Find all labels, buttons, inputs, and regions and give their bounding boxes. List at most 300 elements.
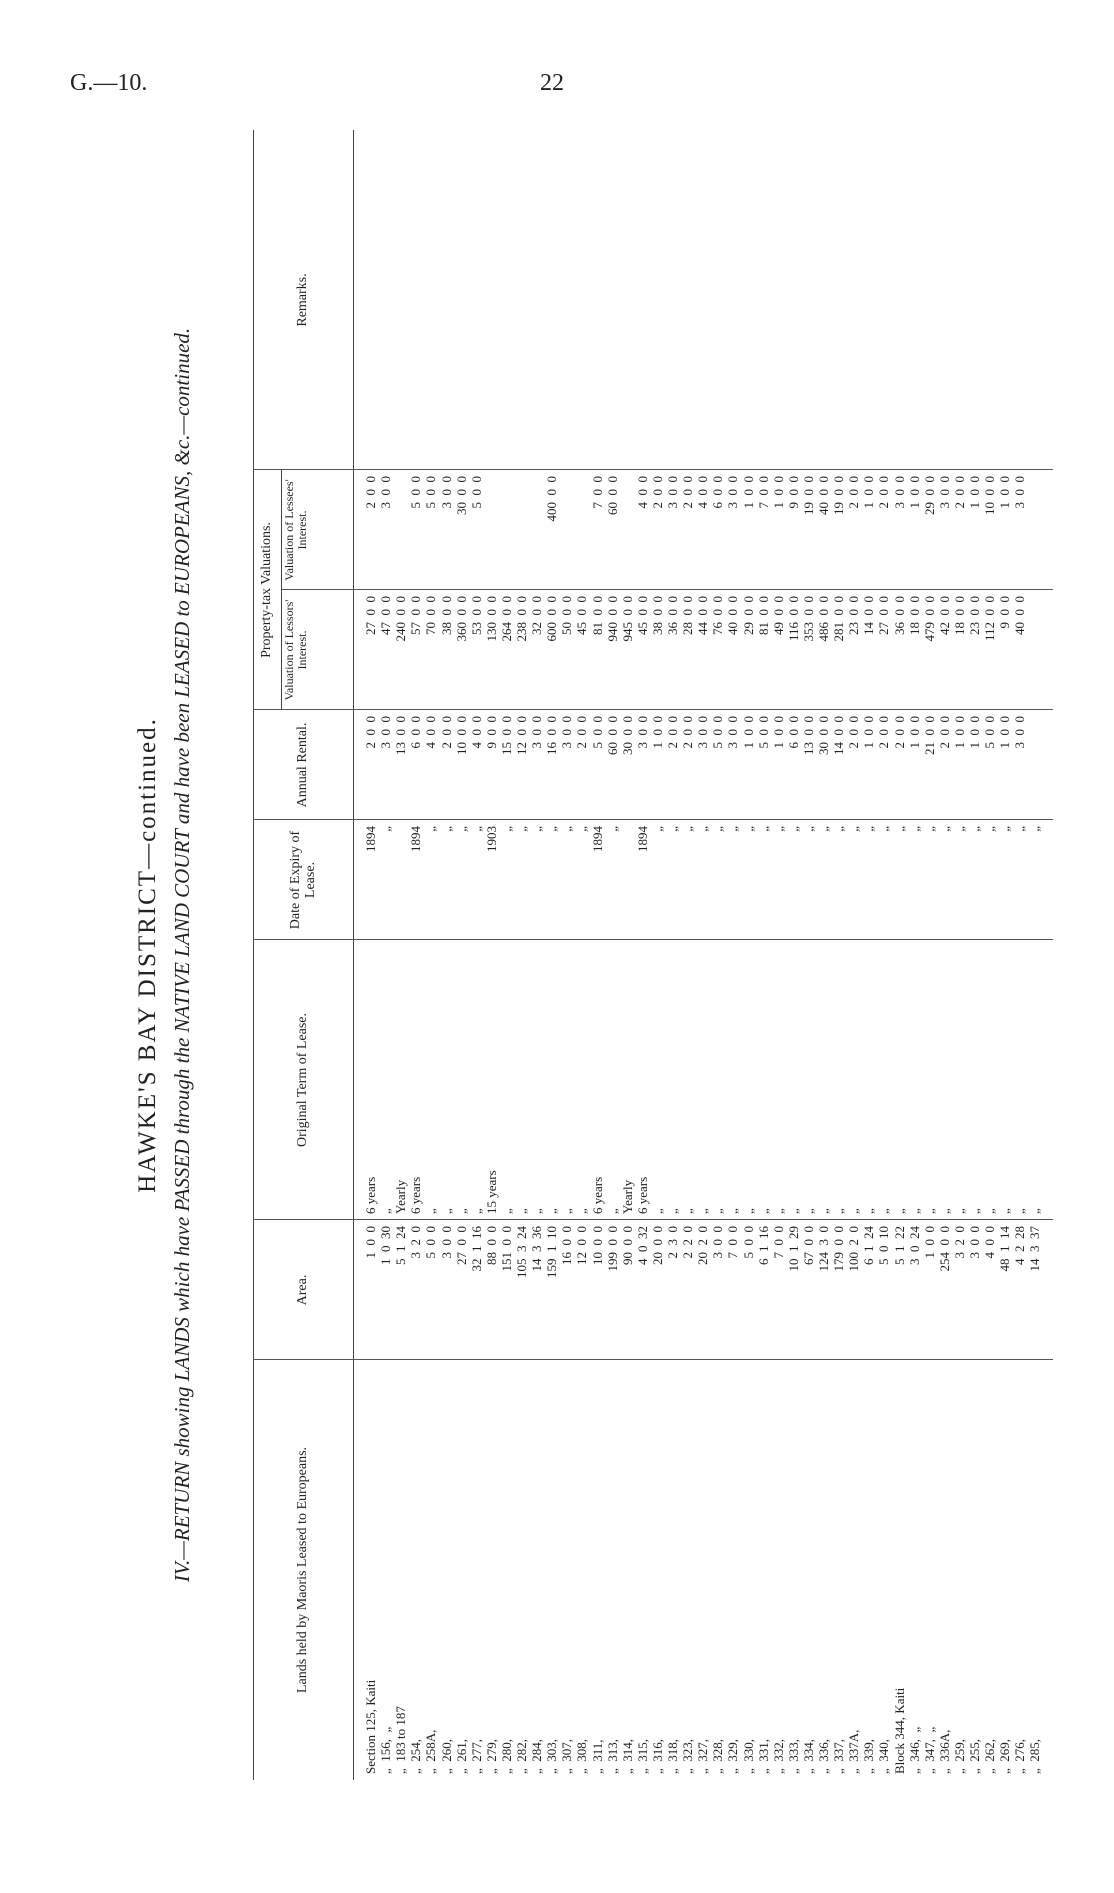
cell-area: 4 0 32 xyxy=(634,1226,650,1265)
cell-area: 4 2 28 xyxy=(1012,1226,1028,1265)
cell-rental: 3 0 0 xyxy=(1012,716,1028,749)
cell-rental: 2 0 0 xyxy=(438,716,454,749)
cell-expiry: „ xyxy=(846,826,862,832)
cell-lessors: 81 0 0 xyxy=(589,596,605,635)
cell-area: 3 0 0 xyxy=(967,1226,982,1259)
cell-term: „ xyxy=(770,1208,786,1214)
cell-expiry: „ xyxy=(695,826,711,832)
valuation-rule xyxy=(281,470,282,710)
col-remarks: Remarks. xyxy=(295,273,311,327)
cell-area: 14 3 36 xyxy=(529,1226,545,1272)
col-divider xyxy=(253,709,1053,710)
cell-area: 16 0 0 xyxy=(559,1226,575,1265)
cell-term: 15 years xyxy=(483,1170,499,1214)
cell-rental: 13 0 0 xyxy=(800,716,816,755)
cell-term: „ xyxy=(1012,1208,1028,1214)
cell-land: „ 332, xyxy=(770,1738,786,1774)
cell-lessees: 10 0 0 xyxy=(982,476,998,515)
cell-land: „ 328, xyxy=(710,1738,726,1774)
cell-rental: 5 0 0 xyxy=(710,716,726,749)
cell-rental: 6 0 0 xyxy=(785,716,801,749)
cell-land: „ 339, xyxy=(861,1738,877,1774)
cell-land: „ 316, xyxy=(649,1738,665,1774)
cell-land: „ 277, xyxy=(468,1738,484,1774)
cell-rental: 1 0 0 xyxy=(997,716,1013,749)
cell-lessees: 400 0 0 xyxy=(544,476,560,522)
cell-land: „ 255, xyxy=(967,1738,982,1774)
cell-lessors: 14 0 0 xyxy=(861,596,877,635)
cell-area: 27 0 0 xyxy=(453,1226,469,1265)
cell-expiry: „ xyxy=(529,826,545,832)
cell-land: „ 315, xyxy=(634,1738,650,1774)
col-divider xyxy=(253,1219,1053,1220)
cell-land: „ 337A, xyxy=(846,1729,862,1774)
cell-lessors: 486 0 0 xyxy=(816,596,831,642)
cell-rental: 21 0 0 xyxy=(921,716,937,755)
cell-land: „ 260, xyxy=(438,1738,454,1774)
cell-rental: 2 0 0 xyxy=(891,716,907,749)
cell-term: „ xyxy=(816,1208,831,1214)
cell-lessors: 40 0 0 xyxy=(1012,596,1028,635)
cell-land: „ 258A, xyxy=(423,1729,439,1774)
cell-expiry: „ xyxy=(665,826,680,832)
cell-land: „ 183 to 187 xyxy=(393,1706,409,1774)
cell-expiry: „ xyxy=(649,826,665,832)
cell-rental: 1 0 0 xyxy=(906,716,922,749)
cell-land: Block 344, Kaiti xyxy=(891,1687,907,1774)
cell-rental: 30 0 0 xyxy=(816,716,831,755)
cell-rental: 2 0 0 xyxy=(574,716,590,749)
cell-land: Section 125, Kaiti xyxy=(363,1679,378,1774)
cell-lessors: 76 0 0 xyxy=(710,596,726,635)
cell-land: „ 318, xyxy=(665,1738,680,1774)
cell-land: „ 336A, xyxy=(936,1729,952,1774)
col-rental: Annual Rental. xyxy=(295,722,311,808)
cell-term: „ xyxy=(936,1208,952,1214)
cell-rental: 2 0 0 xyxy=(846,716,862,749)
cell-rental: 4 0 0 xyxy=(423,716,439,749)
page-ref: G.—10. xyxy=(70,70,148,96)
cell-lessees: 2 0 0 xyxy=(649,476,665,509)
cell-term: 6 years xyxy=(634,1176,650,1214)
cell-lessors: 27 0 0 xyxy=(363,596,378,635)
cell-rental: 5 0 0 xyxy=(755,716,771,749)
cell-expiry: „ xyxy=(861,826,877,832)
cell-lessors: 112 0 0 xyxy=(982,596,998,642)
cell-rental: 2 0 0 xyxy=(680,716,696,749)
cell-term: 6 years xyxy=(363,1176,378,1214)
cell-lessors: 45 0 0 xyxy=(634,596,650,635)
cell-expiry: „ xyxy=(453,826,469,832)
cell-rental: 5 0 0 xyxy=(982,716,998,749)
cell-area: 100 2 0 xyxy=(846,1226,862,1272)
cell-rental: 9 0 0 xyxy=(483,716,499,749)
cell-lessors: 479 0 0 xyxy=(921,596,937,642)
cell-lessors: 353 0 0 xyxy=(800,596,816,642)
cell-lessees: 30 0 0 xyxy=(453,476,469,515)
cell-land: „ 329, xyxy=(725,1738,741,1774)
cell-area: 3 2 0 xyxy=(951,1226,967,1259)
cell-term: „ xyxy=(438,1208,454,1214)
cell-expiry: „ xyxy=(951,826,967,832)
cell-area: 5 0 0 xyxy=(740,1226,756,1259)
cell-lessees: 1 0 0 xyxy=(997,476,1013,509)
cell-lessees: 3 0 0 xyxy=(936,476,952,509)
col-divider xyxy=(253,939,1053,940)
cell-lessees: 2 0 0 xyxy=(363,476,378,509)
cell-expiry: „ xyxy=(740,826,756,832)
cell-term: „ xyxy=(498,1208,514,1214)
cell-lessors: 238 0 0 xyxy=(514,596,529,642)
cell-lessors: 70 0 0 xyxy=(423,596,439,635)
cell-rental: 16 0 0 xyxy=(544,716,560,755)
cell-area: 1 0 0 xyxy=(921,1226,937,1259)
cell-lessees: 3 0 0 xyxy=(891,476,907,509)
cell-lessees: 19 0 0 xyxy=(800,476,816,515)
cell-lessors: 130 0 0 xyxy=(483,596,499,642)
cell-lessors: 29 0 0 xyxy=(740,596,756,635)
cell-lessors: 36 0 0 xyxy=(891,596,907,635)
cell-land: „ 313, xyxy=(604,1738,620,1774)
cell-rental: 1 0 0 xyxy=(861,716,877,749)
district-title: HAWKE'S BAY DISTRICT—continued. xyxy=(134,717,161,1193)
cell-rental: 6 0 0 xyxy=(408,716,424,749)
rotated-table-page xyxy=(118,130,1058,1780)
cell-rental: 2 0 0 xyxy=(363,716,378,749)
col-valuations: Property-tax Valuations. xyxy=(259,522,275,658)
cell-term: „ xyxy=(951,1208,967,1214)
cell-lessors: 38 0 0 xyxy=(649,596,665,635)
cell-term: „ xyxy=(423,1208,439,1214)
cell-term: „ xyxy=(800,1208,816,1214)
cell-term: „ xyxy=(755,1208,771,1214)
cell-land: „ 303, xyxy=(544,1738,560,1774)
cell-expiry: „ xyxy=(891,826,907,832)
cell-lessors: 23 0 0 xyxy=(967,596,982,635)
cell-area: 159 1 10 xyxy=(544,1226,560,1278)
cell-area: 90 0 0 xyxy=(619,1226,635,1265)
col-divider xyxy=(281,589,1053,590)
cell-area: 5 1 24 xyxy=(393,1226,409,1265)
cell-land: „ 314, xyxy=(619,1738,635,1774)
cell-land: „ 337, xyxy=(831,1738,847,1774)
cell-expiry: „ xyxy=(438,826,454,832)
cell-term: „ xyxy=(544,1208,560,1214)
cell-land: „ 323, xyxy=(680,1738,696,1774)
cell-expiry: „ xyxy=(831,826,847,832)
cell-land: „ 279, xyxy=(483,1738,499,1774)
cell-term: „ xyxy=(453,1208,469,1214)
cell-lessors: 50 0 0 xyxy=(559,596,575,635)
cell-expiry: „ xyxy=(876,826,892,832)
cell-lessees: 7 0 0 xyxy=(755,476,771,509)
cell-term: „ xyxy=(680,1208,696,1214)
cell-expiry: „ xyxy=(378,826,394,832)
cell-term: „ xyxy=(861,1208,877,1214)
cell-lessees: 2 0 0 xyxy=(680,476,696,509)
cell-term: „ xyxy=(604,1208,620,1214)
cell-rental: 2 0 0 xyxy=(936,716,952,749)
cell-land: „ 259, xyxy=(951,1738,967,1774)
cell-expiry: „ xyxy=(816,826,831,832)
cell-area: 6 1 16 xyxy=(755,1226,771,1265)
cell-area: 7 0 0 xyxy=(770,1226,786,1259)
cell-rental: 3 0 0 xyxy=(725,716,741,749)
cell-area: 254 0 0 xyxy=(936,1226,952,1272)
cell-lessors: 32 0 0 xyxy=(529,596,545,635)
cell-term: Yearly xyxy=(393,1179,409,1214)
cell-land: „ 261, xyxy=(453,1738,469,1774)
cell-term: „ xyxy=(559,1208,575,1214)
cell-expiry: „ xyxy=(468,826,484,832)
cell-rental: 3 0 0 xyxy=(695,716,711,749)
cell-lessors: 57 0 0 xyxy=(408,596,424,635)
cell-term: „ xyxy=(785,1208,801,1214)
cell-lessors: 27 0 0 xyxy=(876,596,892,635)
cell-rental: 5 0 0 xyxy=(589,716,605,749)
cell-lessors: 45 0 0 xyxy=(574,596,590,635)
cell-expiry: „ xyxy=(1012,826,1028,832)
cell-area: 105 3 24 xyxy=(514,1226,529,1278)
cell-term: „ xyxy=(529,1208,545,1214)
cell-land: „ 308, xyxy=(574,1738,590,1774)
cell-area: 5 1 22 xyxy=(891,1226,907,1265)
cell-lessees: 2 0 0 xyxy=(846,476,862,509)
cell-land: „ 276, xyxy=(1012,1738,1028,1774)
cell-area: 20 0 0 xyxy=(649,1226,665,1265)
cell-expiry: „ xyxy=(997,826,1013,832)
col-divider xyxy=(253,469,1053,470)
cell-lessees: 19 0 0 xyxy=(831,476,847,515)
cell-expiry: „ xyxy=(906,826,922,832)
cell-area: 179 0 0 xyxy=(831,1226,847,1272)
cell-area: 3 0 0 xyxy=(710,1226,726,1259)
cell-rental: 2 0 0 xyxy=(665,716,680,749)
col-expiry: Date of Expiry of Lease. xyxy=(287,830,318,930)
cell-lessors: 49 0 0 xyxy=(770,596,786,635)
cell-land: „ 311, xyxy=(589,1739,605,1774)
cell-lessors: 264 0 0 xyxy=(498,596,514,642)
cell-lessors: 47 0 0 xyxy=(378,596,394,635)
col-divider xyxy=(253,819,1053,820)
cell-term: „ xyxy=(665,1208,680,1214)
cell-term: „ xyxy=(906,1208,922,1214)
cell-expiry: „ xyxy=(725,826,741,832)
cell-term: „ xyxy=(514,1208,529,1214)
cell-land: „ 254, xyxy=(408,1738,424,1774)
cell-area: 67 0 0 xyxy=(800,1226,816,1265)
cell-expiry: „ xyxy=(498,826,514,832)
cell-area: 5 0 10 xyxy=(876,1226,892,1265)
cell-expiry: „ xyxy=(559,826,575,832)
cell-area: 10 1 29 xyxy=(785,1226,801,1272)
cell-area: 1 0 0 xyxy=(363,1226,378,1259)
cell-lessors: 600 0 0 xyxy=(544,596,560,642)
cell-lessees: 1 0 0 xyxy=(740,476,756,509)
cell-expiry: 1894 xyxy=(408,826,424,852)
cell-lessors: 18 0 0 xyxy=(906,596,922,635)
cell-rental: 1 0 0 xyxy=(740,716,756,749)
cell-land: „ 284, xyxy=(529,1738,545,1774)
cell-term: „ xyxy=(967,1208,982,1214)
cell-area: 2 3 0 xyxy=(665,1226,680,1259)
cell-lessees: 3 0 0 xyxy=(1012,476,1028,509)
cell-expiry: 1894 xyxy=(589,826,605,852)
cell-land: „ 327, xyxy=(695,1738,711,1774)
cell-expiry: 1894 xyxy=(634,826,650,852)
cell-expiry: 1894 xyxy=(363,826,378,852)
lease-table xyxy=(253,130,1053,1780)
cell-lessees: 1 0 0 xyxy=(967,476,982,509)
cell-lessees: 4 0 0 xyxy=(695,476,711,509)
cell-area: 6 1 24 xyxy=(861,1226,877,1265)
cell-land: „ 280, xyxy=(498,1738,514,1774)
cell-lessors: 40 0 0 xyxy=(725,596,741,635)
cell-term: 6 years xyxy=(589,1176,605,1214)
cell-area: 3 2 0 xyxy=(408,1226,424,1259)
cell-lessors: 360 0 0 xyxy=(453,596,469,642)
cell-term: „ xyxy=(468,1208,484,1214)
cell-expiry: „ xyxy=(936,826,952,832)
cell-rental: 60 0 0 xyxy=(604,716,620,755)
cell-lessors: 116 0 0 xyxy=(785,596,801,642)
cell-rental: 10 0 0 xyxy=(453,716,469,755)
cell-lessees: 1 0 0 xyxy=(861,476,877,509)
cell-land: „ 282, xyxy=(514,1738,529,1774)
cell-term: „ xyxy=(1027,1208,1043,1214)
cell-lessors: 42 0 0 xyxy=(936,596,952,635)
cell-term: „ xyxy=(997,1208,1013,1214)
cell-lessors: 38 0 0 xyxy=(438,596,454,635)
cell-term: „ xyxy=(876,1208,892,1214)
cell-rental: 1 0 0 xyxy=(951,716,967,749)
cell-lessees: 2 0 0 xyxy=(951,476,967,509)
cell-lessees: 5 0 0 xyxy=(423,476,439,509)
col-lands: Lands held by Maoris Leased to Europeans. xyxy=(295,1446,311,1694)
cell-rental: 12 0 0 xyxy=(514,716,529,755)
return-subtitle: IV.—RETURN showing LANDS which have PASSED through the NATIVE LAND COURT and have been LEASED to EUROPEANS, &c.—continued. xyxy=(170,327,194,1583)
cell-term: „ xyxy=(891,1208,907,1214)
cell-rental: 30 0 0 xyxy=(619,716,635,755)
col-lessors: Valuation of Lessors' Interest. xyxy=(282,599,309,701)
cell-rental: 3 0 0 xyxy=(559,716,575,749)
cell-land: „ 156, „ xyxy=(378,1726,394,1774)
cell-term: 6 years xyxy=(408,1176,424,1214)
cell-rental: 4 0 0 xyxy=(468,716,484,749)
cell-lessors: 36 0 0 xyxy=(665,596,680,635)
cell-area: 88 0 0 xyxy=(483,1226,499,1265)
cell-lessors: 9 0 0 xyxy=(997,596,1013,629)
cell-area: 1 0 30 xyxy=(378,1226,394,1265)
cell-area: 48 1 14 xyxy=(997,1226,1013,1272)
cell-expiry: „ xyxy=(982,826,998,832)
cell-lessors: 18 0 0 xyxy=(951,596,967,635)
cell-term: „ xyxy=(378,1208,394,1214)
cell-lessees: 29 0 0 xyxy=(921,476,937,515)
cell-expiry: „ xyxy=(800,826,816,832)
cell-area: 124 3 0 xyxy=(816,1226,831,1272)
cell-area: 3 0 0 xyxy=(438,1226,454,1259)
cell-expiry: „ xyxy=(604,826,620,832)
cell-lessors: 240 0 0 xyxy=(393,596,409,642)
cell-area: 3 0 24 xyxy=(906,1226,922,1265)
cell-expiry: „ xyxy=(710,826,726,832)
cell-expiry: „ xyxy=(680,826,696,832)
cell-lessees: 4 0 0 xyxy=(634,476,650,509)
cell-term: „ xyxy=(725,1208,741,1214)
cell-area: 20 2 0 xyxy=(695,1226,711,1265)
page-number: 22 xyxy=(540,70,564,96)
cell-term: „ xyxy=(982,1208,998,1214)
cell-area: 2 2 0 xyxy=(680,1226,696,1259)
cell-area: 151 0 0 xyxy=(498,1226,514,1272)
cell-term: „ xyxy=(740,1208,756,1214)
cell-rental: 3 0 0 xyxy=(378,716,394,749)
cell-expiry: „ xyxy=(514,826,529,832)
cell-area: 32 1 16 xyxy=(468,1226,484,1272)
cell-lessors: 281 0 0 xyxy=(831,596,847,642)
cell-area: 14 3 37 xyxy=(1027,1226,1043,1272)
cell-term: „ xyxy=(921,1208,937,1214)
cell-lessors: 53 0 0 xyxy=(468,596,484,635)
cell-area: 5 0 0 xyxy=(423,1226,439,1259)
cell-land: „ 340, xyxy=(876,1738,892,1774)
cell-rental: 14 0 0 xyxy=(831,716,847,755)
cell-rental: 15 0 0 xyxy=(498,716,514,755)
cell-lessees: 9 0 0 xyxy=(785,476,801,509)
cell-area: 199 0 0 xyxy=(604,1226,620,1272)
cell-lessees: 6 0 0 xyxy=(710,476,726,509)
cell-area: 10 0 0 xyxy=(589,1226,605,1265)
cell-lessors: 28 0 0 xyxy=(680,596,696,635)
cell-area: 7 0 0 xyxy=(725,1226,741,1259)
cell-expiry: „ xyxy=(921,826,937,832)
cell-lessees: 3 0 0 xyxy=(438,476,454,509)
cell-expiry: „ xyxy=(423,826,439,832)
cell-rental: 3 0 0 xyxy=(634,716,650,749)
cell-land: „ 285, xyxy=(1027,1738,1043,1774)
cell-land: „ 330, xyxy=(740,1738,756,1774)
cell-land: „ 262, xyxy=(982,1738,998,1774)
cell-lessors: 23 0 0 xyxy=(846,596,862,635)
cell-term: „ xyxy=(649,1208,665,1214)
cell-term: „ xyxy=(831,1208,847,1214)
cell-lessees: 1 0 0 xyxy=(770,476,786,509)
cell-lessees: 5 0 0 xyxy=(468,476,484,509)
cell-expiry: „ xyxy=(1027,826,1043,832)
cell-lessees: 40 0 0 xyxy=(816,476,831,515)
cell-land: „ 269, xyxy=(997,1738,1013,1774)
cell-expiry: „ xyxy=(967,826,982,832)
cell-lessors: 81 0 0 xyxy=(755,596,771,635)
table-header-rule xyxy=(353,130,354,1780)
cell-lessees: 7 0 0 xyxy=(589,476,605,509)
cell-term: „ xyxy=(695,1208,711,1214)
cell-land: „ 336, xyxy=(816,1738,831,1774)
cell-expiry: „ xyxy=(785,826,801,832)
cell-lessors: 44 0 0 xyxy=(695,596,711,635)
cell-area: 4 0 0 xyxy=(982,1226,998,1259)
cell-term: „ xyxy=(710,1208,726,1214)
cell-expiry: „ xyxy=(770,826,786,832)
cell-lessees: 3 0 0 xyxy=(725,476,741,509)
cell-rental: 3 0 0 xyxy=(529,716,545,749)
col-term: Original Term of Lease. xyxy=(295,1012,311,1148)
cell-land: „ 331, xyxy=(755,1738,771,1774)
cell-expiry: „ xyxy=(544,826,560,832)
cell-rental: 1 0 0 xyxy=(967,716,982,749)
cell-term: „ xyxy=(846,1208,862,1214)
